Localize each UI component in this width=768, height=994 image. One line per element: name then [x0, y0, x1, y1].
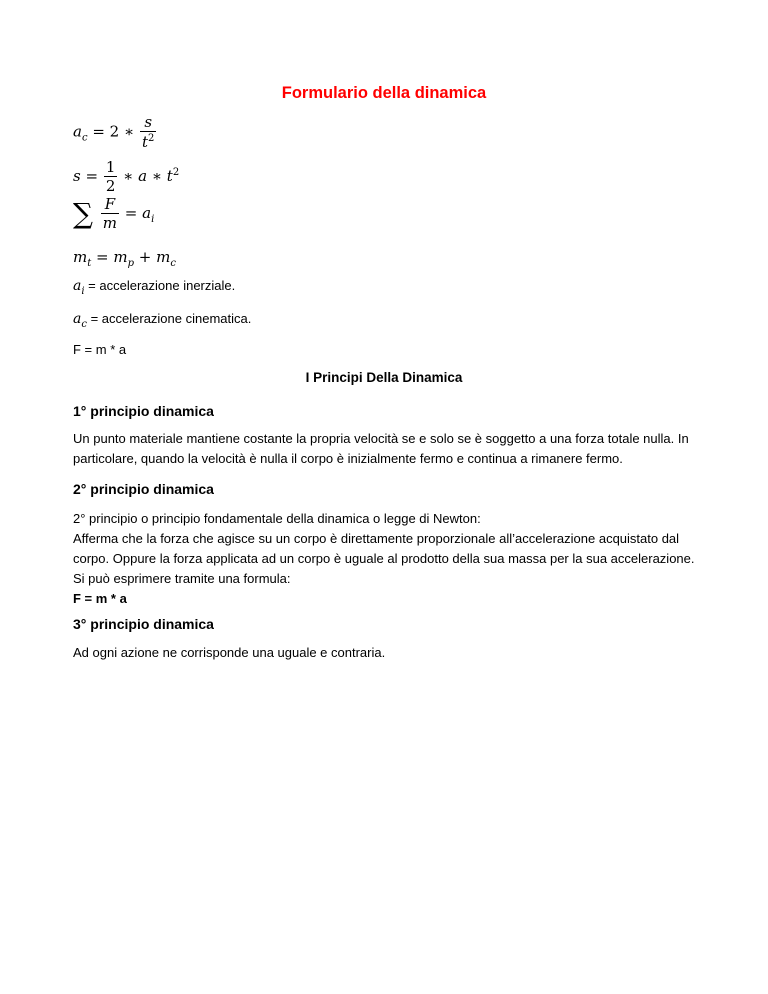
- section-body-3: Ad ogni azione ne corrisponde una uguale e contraria.: [73, 645, 386, 660]
- formula-exponent: 2: [172, 167, 180, 178]
- definition-var: a: [73, 311, 82, 327]
- formula-var: t: [141, 133, 148, 151]
- section-2-line-2: Afferma che la forza che agisce su un corpo è direttamente proporzionale all’accelerazione acquistato dal corpo. Oppure la forza applicata ad un corpo è uguale al prodotto della sua massa per la sua accelerazione.: [73, 531, 695, 566]
- formula-sub: i: [151, 214, 155, 225]
- formula-exponent: 2: [148, 133, 155, 144]
- formula-sub: c: [81, 132, 88, 144]
- section-heading-1: 1° principio dinamica: [73, 403, 214, 419]
- formula-term: = a: [124, 204, 152, 222]
- summation-symbol: ∑: [73, 197, 93, 230]
- formula-var: a: [73, 122, 82, 141]
- formula-term: + m: [138, 248, 171, 266]
- section-2-line-3: Si può esprimere tramite una formula:: [73, 571, 291, 586]
- fraction-numerator: 1: [105, 158, 116, 176]
- formula-acceleration-kinematic: [73, 115, 157, 150]
- section-body-1: Un punto materiale mantiene costante la propria velocità se e solo se è soggetto a una forza totale nulla. In particolare, quando la velocità è nulla il corpo è inizialmente fermo e continua a rimanere fermo.: [73, 431, 689, 466]
- definition-text: = accelerazione inerziale.: [84, 278, 236, 293]
- formula-fraction: [140, 115, 156, 150]
- formula-sub: c: [170, 258, 176, 269]
- definition-text: = accelerazione cinematica.: [86, 311, 252, 326]
- formula-term: ∗ a ∗ t: [123, 167, 173, 185]
- principles-title: I Principi Della Dinamica: [305, 370, 463, 385]
- section-2-formula: F = m * a: [73, 591, 127, 606]
- definition-sub: i: [81, 285, 85, 297]
- fraction-denominator: [140, 131, 156, 150]
- formula-term: = m: [96, 248, 128, 266]
- formula-inertial-acceleration: [73, 197, 154, 231]
- section-heading-3: 3° principio dinamica: [73, 616, 214, 632]
- formula-var: s: [73, 167, 81, 185]
- definition-inertial: [73, 276, 703, 297]
- fraction-denominator: 2: [105, 177, 116, 195]
- formula-displacement: [73, 160, 179, 194]
- definition-kinematic: [73, 309, 703, 330]
- fraction-denominator: m: [102, 214, 118, 232]
- fraction-numerator: F: [104, 195, 116, 213]
- formula-total-mass: [73, 250, 176, 269]
- fraction-numerator: s: [144, 113, 153, 131]
- section-heading-2: 2° principio dinamica: [73, 481, 214, 497]
- formula-var: m: [73, 248, 88, 266]
- section-body-2: [73, 509, 703, 609]
- document-title: Formulario della dinamica: [281, 84, 487, 102]
- formula-operator: =: [85, 167, 99, 185]
- formula-fraction: [101, 197, 119, 231]
- formula-sub: t: [87, 258, 92, 269]
- section-2-line-1: 2° principio o principio fondamentale della dinamica o legge di Newton:: [73, 511, 481, 526]
- definition-sub: c: [81, 318, 87, 330]
- formula-fraction: [104, 160, 118, 194]
- formula-operator: = 2 ∗: [92, 122, 135, 141]
- formula-sub: p: [127, 258, 135, 269]
- definition-var: a: [73, 278, 82, 294]
- force-formula: F = m * a: [73, 342, 127, 357]
